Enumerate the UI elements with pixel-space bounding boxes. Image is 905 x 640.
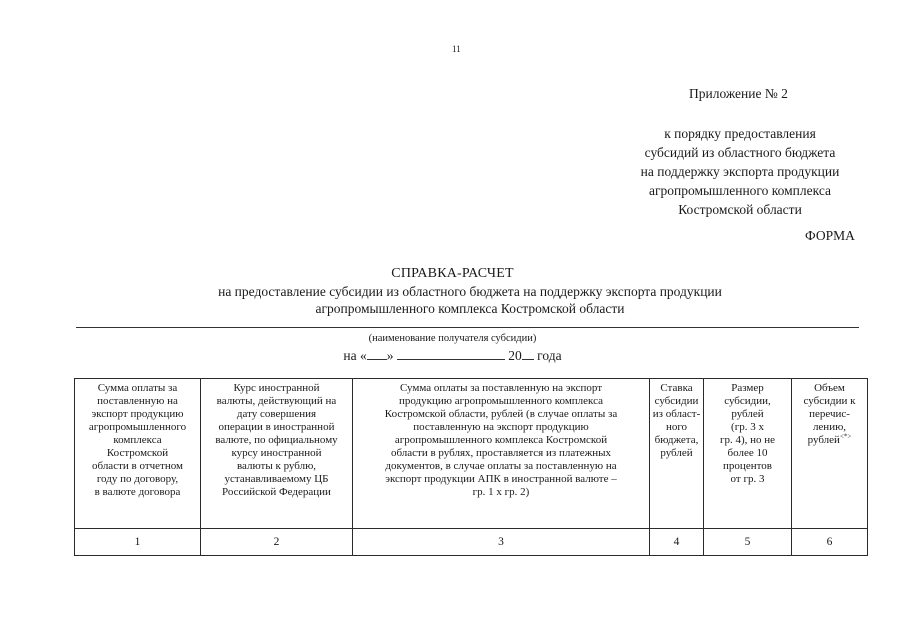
- column-number: 5: [704, 529, 792, 556]
- column-number: 2: [201, 529, 353, 556]
- header-cell-4: Ставка субсидии из област- ного бюджета, рублей: [650, 379, 704, 529]
- table-header-row: [75, 379, 868, 529]
- appendix-line: агропромышленного комплекса: [649, 183, 831, 198]
- appendix-line: субсидий из областного бюджета: [644, 145, 836, 160]
- document-subtitle: [160, 283, 780, 317]
- page-number: 11: [452, 44, 461, 54]
- document-title: СПРАВКА-РАСЧЕТ: [391, 266, 514, 281]
- subtitle-line: на предоставление субсидии из областного бюджета на поддержку экспорта продукции: [218, 284, 722, 299]
- header-cell-5: Размер субсидии, рублей (гр. 3 х гр. 4), но не более 10 процентов от гр. 3: [704, 379, 792, 529]
- column-number: 6: [792, 529, 868, 556]
- appendix-line: Костромской области: [678, 202, 802, 217]
- subsidy-table: [74, 378, 868, 556]
- date-mid: »: [386, 348, 394, 363]
- header-cell-6: Объем субсидии к перечис- лению, рублей<*>: [792, 379, 868, 529]
- appendix-line: к порядку предоставления: [664, 126, 816, 141]
- header-cell-2: Курс иностранной валюты, действующий на дату совершения операции в иностранной валюте, по официальному курсу иностранной валюты к рублю, устанавливаемому ЦБ Российской Федерации: [201, 379, 353, 529]
- recipient-name-line: [76, 327, 859, 328]
- year-blank: [522, 348, 534, 360]
- date-prefix: на «: [343, 348, 367, 363]
- appendix-line: на поддержку экспорта продукции: [640, 164, 840, 179]
- column-number: 4: [650, 529, 704, 556]
- day-blank: [367, 348, 387, 360]
- subtitle-line: агропромышленного комплекса Костромской области: [315, 301, 625, 316]
- recipient-caption: (наименование получателя субсидии): [368, 333, 537, 344]
- footnote-mark: <*>: [839, 432, 852, 441]
- column-number: 1: [75, 529, 201, 556]
- appendix-title: Приложение № 2: [689, 86, 788, 101]
- header-cell-1: Сумма оплаты за поставленную на экспорт продукцию агропромышленного комплекса Костромской области в отчетном году по договору, в валюте договора: [75, 379, 201, 529]
- date-suffix: года: [537, 348, 562, 363]
- form-label: ФОРМА: [805, 228, 855, 243]
- column-number-row: [75, 529, 868, 556]
- month-blank: [397, 348, 505, 360]
- appendix-reference: [610, 124, 870, 219]
- date-line: [0, 348, 905, 364]
- date-year-prefix: 20: [508, 348, 522, 363]
- column-number: 3: [353, 529, 650, 556]
- header-cell-3: Сумма оплаты за поставленную на экспорт продукцию агропромышленного комплекса Костромской области, рублей (в случае оплаты за поставленную на экспорт продукцию агропромышленного комплекса Костромской области в рублях, проставляется из платежных документов, в случае оплаты за поставленную на экспорт продукции АПК в иностранной валюте – гр. 1 х гр. 2): [353, 379, 650, 529]
